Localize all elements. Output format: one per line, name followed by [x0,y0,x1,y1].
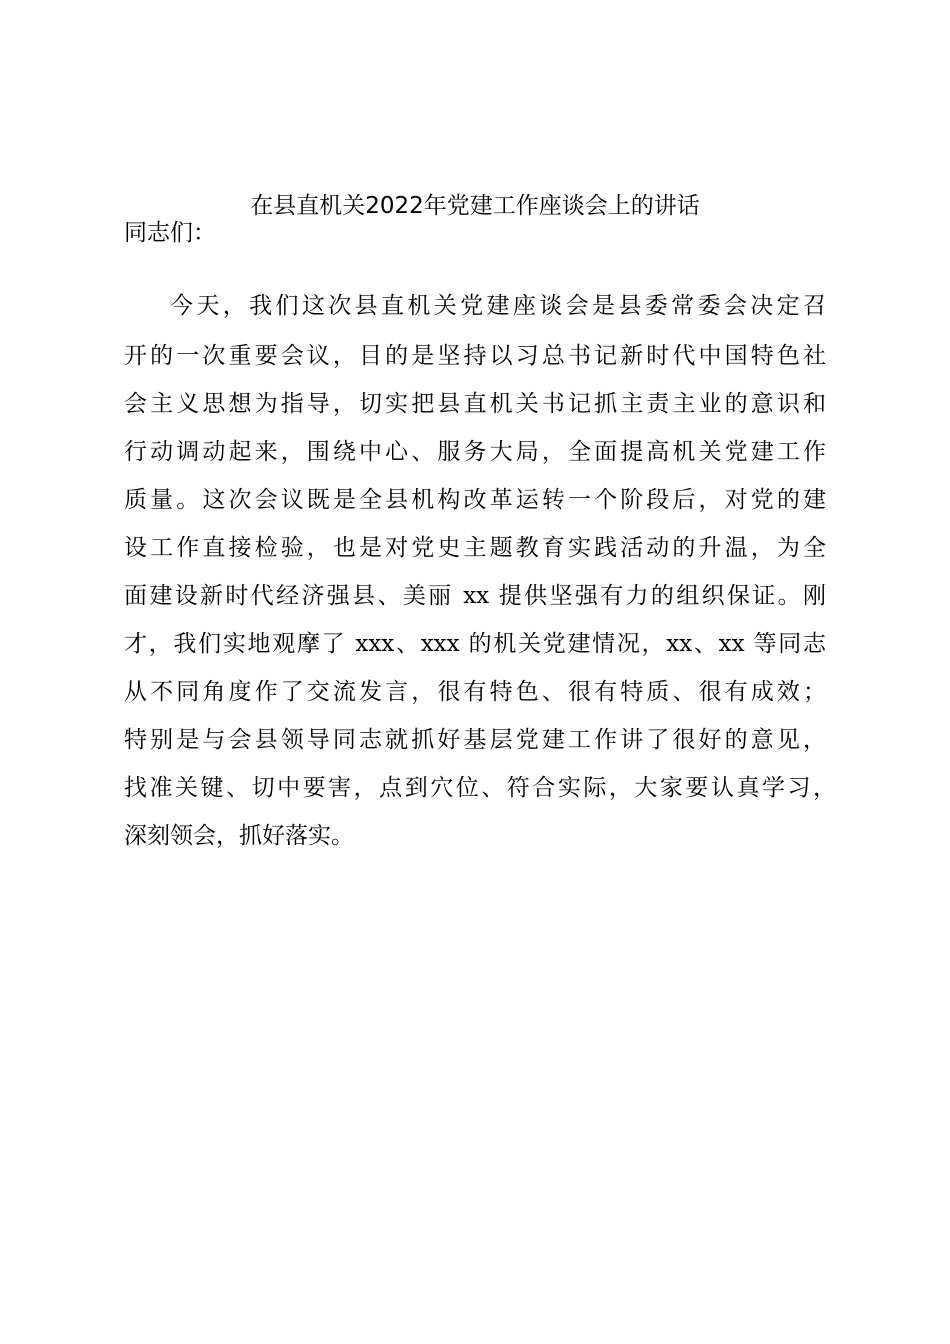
paragraph-line: 设工作直接检验，也是对党史主题教育实践活动的升温，为全 [124,535,826,561]
paragraph-line: 才，我们实地观摩了 xxx、xxx 的机关党建情况，xx、xx 等同志 [124,631,826,657]
paragraph-line: 深刻领会，抓好落实。 [124,823,354,849]
paragraph-line: 质量。这次会议既是全县机构改革运转一个阶段后，对党的建 [124,487,826,513]
paragraph-line: 行动调动起来，围绕中心、服务大局，全面提高机关党建工作 [124,439,826,465]
salutation: 同志们： [124,220,216,246]
paragraph-line: 从不同角度作了交流发言，很有特色、很有特质、很有成效； [124,679,826,705]
paragraph-line: 特别是与会县领导同志就抓好基层党建工作讲了很好的意见， [124,727,826,753]
paragraph-line: 开的一次重要会议，目的是坚持以习总书记新时代中国特色社 [124,343,826,369]
document-title: 在县直机关2022年党建工作座谈会上的讲话 [250,193,700,219]
paragraph-line: 会主义思想为指导，切实把县直机关书记抓主责主业的意识和 [124,391,826,417]
paragraph-line: 找准关键、切中要害，点到穴位、符合实际，大家要认真学习， [124,775,836,801]
paragraph-line: 面建设新时代经济强县、美丽 xx 提供坚强有力的组织保证。刚 [124,583,826,609]
paragraph-line: 今天，我们这次县直机关党建座谈会是县委常委会决定召 [170,293,826,319]
